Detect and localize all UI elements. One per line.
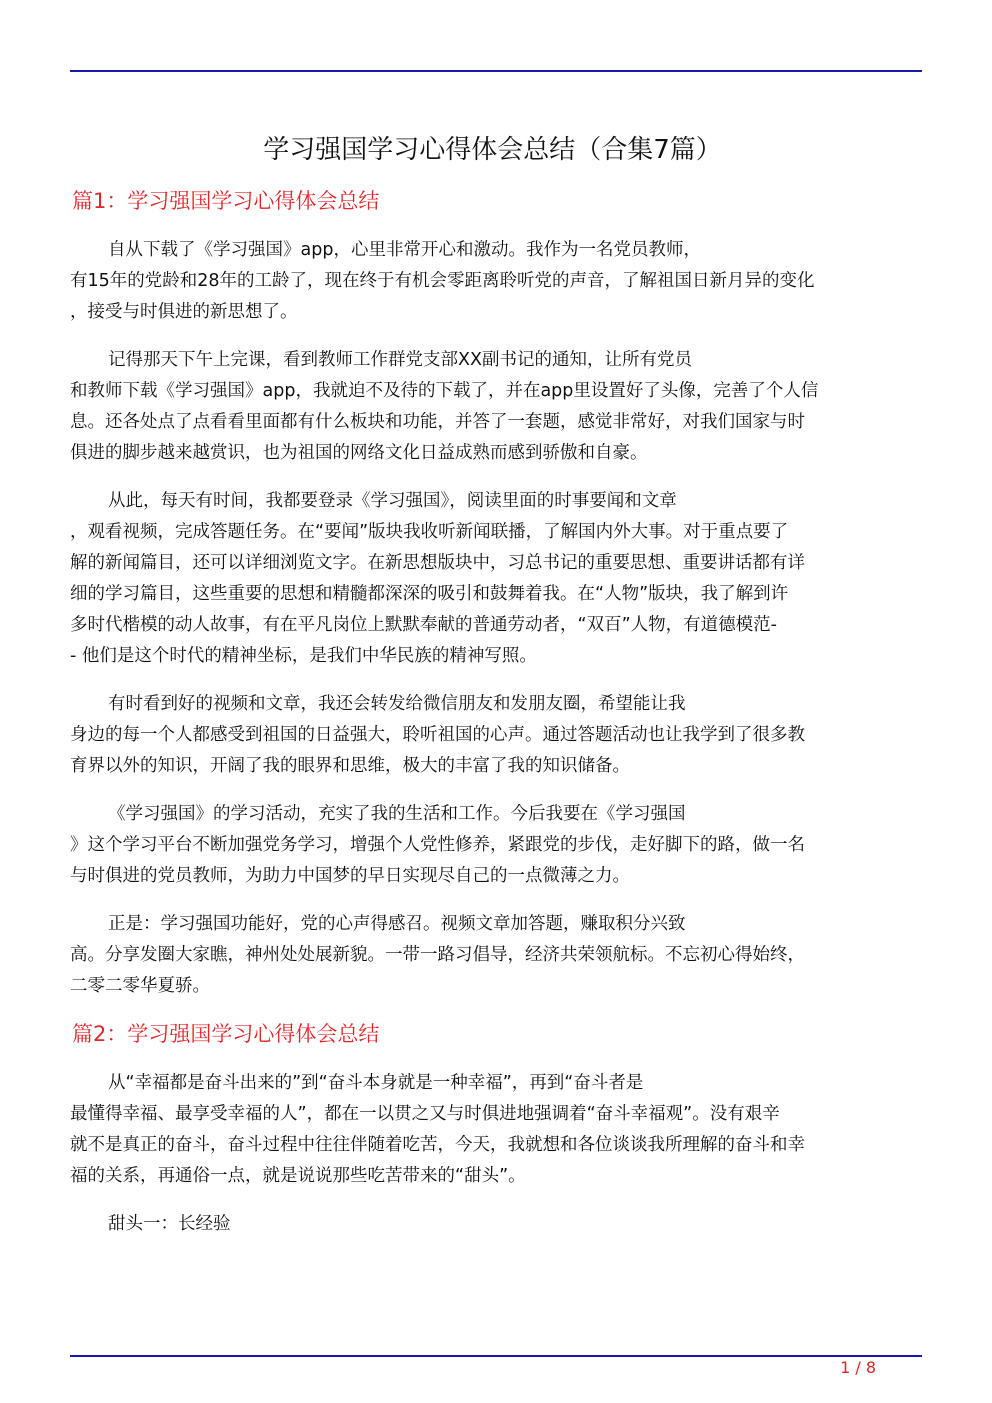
- paragraph-line: 俱进的脚步越来越赏识，也为祖国的网络文化日益成熟而感到骄傲和自豪。: [70, 443, 648, 463]
- paragraph-line: 育界以外的知识，开阔了我的眼界和思维，极大的丰富了我的知识储备。: [70, 756, 630, 776]
- paragraph-line: 》这个学习平台不断加强党务学习，增强个人党性修养，紧跟党的步伐，走好脚下的路，做一名: [70, 835, 805, 855]
- document-title: 学习强国学习心得体会总结（合集7篇）: [263, 135, 722, 165]
- header-rule: [70, 70, 922, 72]
- section-heading: 篇2：学习强国学习心得体会总结: [72, 1022, 380, 1046]
- paragraph-line: 有时看到好的视频和文章，我还会转发给微信朋友和发朋友圈，希望能让我: [108, 694, 686, 714]
- paragraph: [70, 799, 915, 892]
- paragraph: [70, 1068, 915, 1192]
- paragraph: [70, 235, 915, 328]
- paragraph-line: 高。分享发圈大家瞧，神州处处展新貌。一带一路习倡导，经济共荣领航标。不忘初心得始终，: [70, 945, 805, 965]
- paragraph-line: 身边的每一个人都感受到祖国的日益强大，聆听祖国的心声。通过答题活动也让我学到了很多教: [70, 725, 805, 745]
- paragraph-line: 二零二零华夏骄。: [70, 976, 210, 996]
- paragraph-line: 甜头一：长经验: [108, 1214, 231, 1234]
- paragraph-line: 和教师下载《学习强国》app，我就迫不及待的下载了，并在app里设置好了头像，完善了个人信: [70, 381, 819, 401]
- page-number: 1 / 8: [840, 1358, 876, 1377]
- paragraph: [70, 909, 915, 1002]
- paragraph-line: 多时代楷模的动人故事，有在平凡岗位上默默奉献的普通劳动者，“双百”人物，有道德模范-: [70, 615, 777, 635]
- paragraph-line: 从“幸福都是奋斗出来的”到“奋斗本身就是一种幸福”，再到“奋斗者是: [108, 1073, 644, 1093]
- paragraph-line: 与时俱进的党员教师，为助力中国梦的早日实现尽自己的一点微薄之力。: [70, 866, 630, 886]
- paragraph: [70, 689, 915, 782]
- paragraph-line: 正是：学习强国功能好，党的心声得感召。视频文章加答题，赚取积分兴致: [108, 914, 686, 934]
- paragraph-line: 从此，每天有时间，我都要登录《学习强国》，阅读里面的时事要闻和文章: [108, 491, 677, 511]
- paragraph-line: 息。还各处点了点看看里面都有什么板块和功能，并答了一套题，感觉非常好，对我们国家与时: [70, 412, 805, 432]
- footer-rule: [70, 1355, 922, 1357]
- paragraph-line: 细的学习篇目，这些重要的思想和精髓都深深的吸引和鼓舞着我。在“人物”版块，我了解到许: [70, 584, 789, 604]
- paragraph-line: 记得那天下午上完课，看到教师工作群党支部XX副书记的通知，让所有党员: [108, 350, 692, 370]
- paragraph: [70, 1209, 915, 1240]
- paragraph-line: 自从下载了《学习强国》app，心里非常开心和激动。我作为一名党员教师，: [108, 240, 701, 260]
- document-body: [70, 132, 915, 1257]
- paragraph-line: 最懂得幸福、最享受幸福的人”，都在一以贯之又与时俱进地强调着“奋斗幸福观”。没有艰辛: [70, 1104, 780, 1124]
- paragraph: [70, 486, 915, 672]
- paragraph-line: 有15年的党龄和28年的工龄了，现在终于有机会零距离聆听党的声音，了解祖国日新月异的变化: [70, 271, 815, 291]
- paragraph-line: 解的新闻篇目，还可以详细浏览文字。在新思想版块中，习总书记的重要思想、重要讲话都有详: [70, 553, 805, 573]
- paragraph-line: ，观看视频，完成答题任务。在“要闻”版块我收听新闻联播，了解国内外大事。对于重点要了: [70, 522, 789, 542]
- paragraph-line: 《学习强国》的学习活动，充实了我的生活和工作。今后我要在《学习强国: [108, 804, 686, 824]
- paragraph-line: 就不是真正的奋斗，奋斗过程中往往伴随着吃苦，今天，我就想和各位谈谈我所理解的奋斗和幸: [70, 1135, 805, 1155]
- paragraph-line: - 他们是这个时代的精神坐标，是我们中华民族的精神写照。: [70, 646, 537, 666]
- section-heading: 篇1：学习强国学习心得体会总结: [72, 189, 380, 213]
- paragraph-line: 福的关系，再通俗一点，就是说说那些吃苦带来的“甜头”。: [70, 1166, 526, 1186]
- paragraph: [70, 345, 915, 469]
- paragraph-line: ，接受与时俱进的新思想了。: [70, 302, 298, 322]
